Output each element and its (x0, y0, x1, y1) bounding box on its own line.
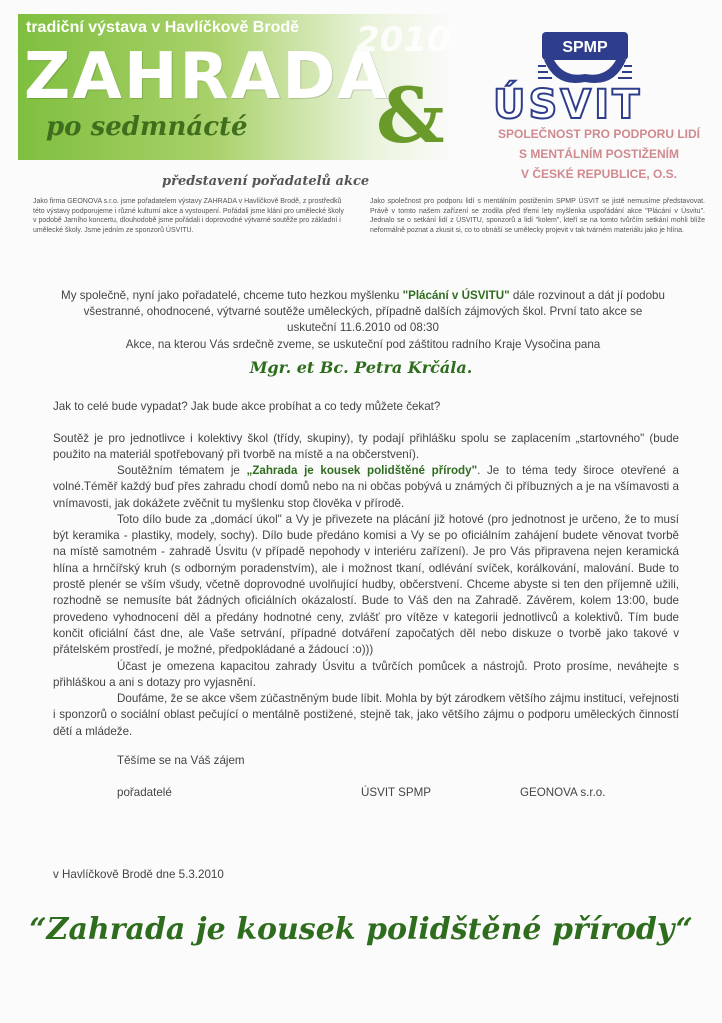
banner-year: 2010 (356, 20, 451, 60)
presenters-heading: představení pořadatelů akce (162, 174, 370, 189)
paragraph-text: Soutěžním tématem je (117, 464, 247, 477)
signature-geonova: GEONOVA s.r.o. (520, 786, 606, 799)
intro-text: Akce, na kterou Vás srdečně zveme, se uskuteční pod záštitou radního Kraje Vysočina pana (125, 337, 601, 351)
paragraph (53, 463, 679, 512)
guest-name: Mgr. et Bc. Petra Krčála. (249, 358, 473, 377)
intro-text: dále rozvinout a dát jí podobu všestranné, ohodnocené, výtvarné soutěže uměleckých, případně dalších zájmových škol. První tato akce se uskuteční 11.6.2010 od 08:30 (83, 289, 665, 335)
usvit-desc-line: S MENTÁLNÍM POSTIŽENÍM (519, 147, 679, 161)
usvit-desc-line: V ČESKÉ REPUBLICE, O.S. (520, 167, 678, 181)
usvit-desc-line: SPOLEČNOST PRO PODPORU LIDÍ (497, 127, 701, 141)
usvit-badge-text: SPMP (562, 39, 608, 56)
paragraph: Toto dílo bude za „domácí úkol" a Vy je přivezete na plácání již hotové (pro jednotnost je určeno, že to musí být keramika - plastiky, modely, sochy). Dílo bude předáno komisi a Vy se po oficiálním zahájení budete věnovat tvorbě na místě samotném - zahradě Úsvitu (v případě nepohody v interiéru zařízení). Je pro Vás připravena nejen keramická hlína a hrnčířský kruh (s odborným poradenstvím), ale i možnost tkaní, odlévání svíček, korálkování, malování. Bude to prostě plenér se vším všudy, včetně doprovodné uvolňující hudby, občerstvení. Chceme abyste si ten den příjemně užili, rozhodně se nemusíte bát žádných oficiálních okázalostí. Bude to Váš den na Zahradě. Závěrem, kolem 13:00, bude provedeno vyhodnocení děl a předány hodnotné ceny, zvlášť pro vítěze v kategorii jednotlivců a kolektivů. Tím bude končit oficiální část dne, ale Vaše setrvání, případné dotváření započatých děl nebo diskuze o tvorbě jako takové v přátelském prostředí, je možné, předpokládané a žádoucí :o))) (53, 512, 679, 657)
paragraphs-group (53, 463, 679, 740)
signoff-text: Těšíme se na Váš zájem (117, 754, 245, 767)
ampersand-logo: & (376, 71, 445, 160)
banner-title: ZAHRADA (24, 40, 389, 114)
organizers-label: pořadatelé (117, 786, 172, 799)
slogan: “Zahrada je kousek polidštěné přírody“ (29, 912, 693, 947)
usvit-name: ÚSVIT (493, 82, 643, 128)
usvit-description (484, 124, 714, 184)
geonova-intro-text: Jako firma GEONOVA s.r.o. jsme pořadatelem výstavy ZAHRADA v Havlíčkově Brodě, z prostředků této výstavy podporujeme i různé kulturní akce a vystoupení. Pořádali jsme klání pro umělecké školy v podobě Jarního koncertu, dlouhodobě jsme pořádali i doprovodné výtvarné soutěže pro základní i umělecké školy. Jsme jedním ze sponzorů ÚSVITU. (33, 198, 344, 234)
paragraph: Soutěž je pro jednotlivce i kolektivy škol (třídy, skupiny), ty podají přihlášku spolu se zaplacením „startovného" (bude použito na materiál spotřebovaný při tvorbě na místě a na občerstvení). (53, 432, 679, 462)
intro-paragraph (58, 288, 668, 353)
event-name: "Plácání v ÚSVITU" (402, 289, 510, 302)
question-text: Jak to celé bude vypadat? Jak bude akce probíhat a co tedy můžete čekat? (53, 400, 441, 413)
paragraph: Doufáme, že se akce všem zúčastněným bude líbit. Mohla by být zárodkem většího zájmu institucí, veřejnosti i sponzorů o sociální oblast pečující o mentálně postižené, stejně tak, jako většího zájmu o podporu uměleckých činností dětí a mládeže. (53, 692, 679, 738)
place-date: v Havlíčkově Brodě dne 5.3.2010 (53, 868, 224, 881)
banner-top-line: tradiční výstava v Havlíčkově Brodě (26, 19, 300, 36)
intro-text: My společně, nyní jako pořadatelé, chceme tuto hezkou myšlenku (61, 289, 403, 302)
paragraph-text: . Je to téma tedy široce otevřené a volné.Téměř každý buď přes zahradu chodí domů nebo na ni občas pobývá u známých či příbuzných a je na všímavosti a vnímavosti, jak dokážete zvěčnit tu myšlenku stop člověka v přírodě. (53, 464, 679, 510)
theme-text: „Zahrada je kousek polidštěné přírody" (246, 464, 478, 477)
paragraph: Účast je omezena kapacitou zahrady Úsvitu a tvůrčích pomůcek a nástrojů. Proto prosíme, neváhejte s přihláškou a ani s dotazy pro vyjasnění. (53, 659, 679, 689)
banner-subtitle: po sedmnácté (46, 112, 248, 142)
signature-usvit: ÚSVIT SPMP (361, 786, 432, 799)
usvit-intro-text: Jako společnost pro podporu lidí s mentálním postižením SPMP ÚSVIT se jistě nemusíme představovat. Právě v tomto našem zařízení se zrodila před třemi lety myšlenka uspořádání akce "Plácání v Úsvitu". Jednalo se o setkání lidí z ÚSVITU, sponzorů a lidí "kolem", kteří se na tomto tvůrčím setkání mohli blíže neformálně poznat a zkusit si, co to obnáší se umělecky projevit v tak tvárném materiálu jako je hlína. (370, 198, 705, 234)
